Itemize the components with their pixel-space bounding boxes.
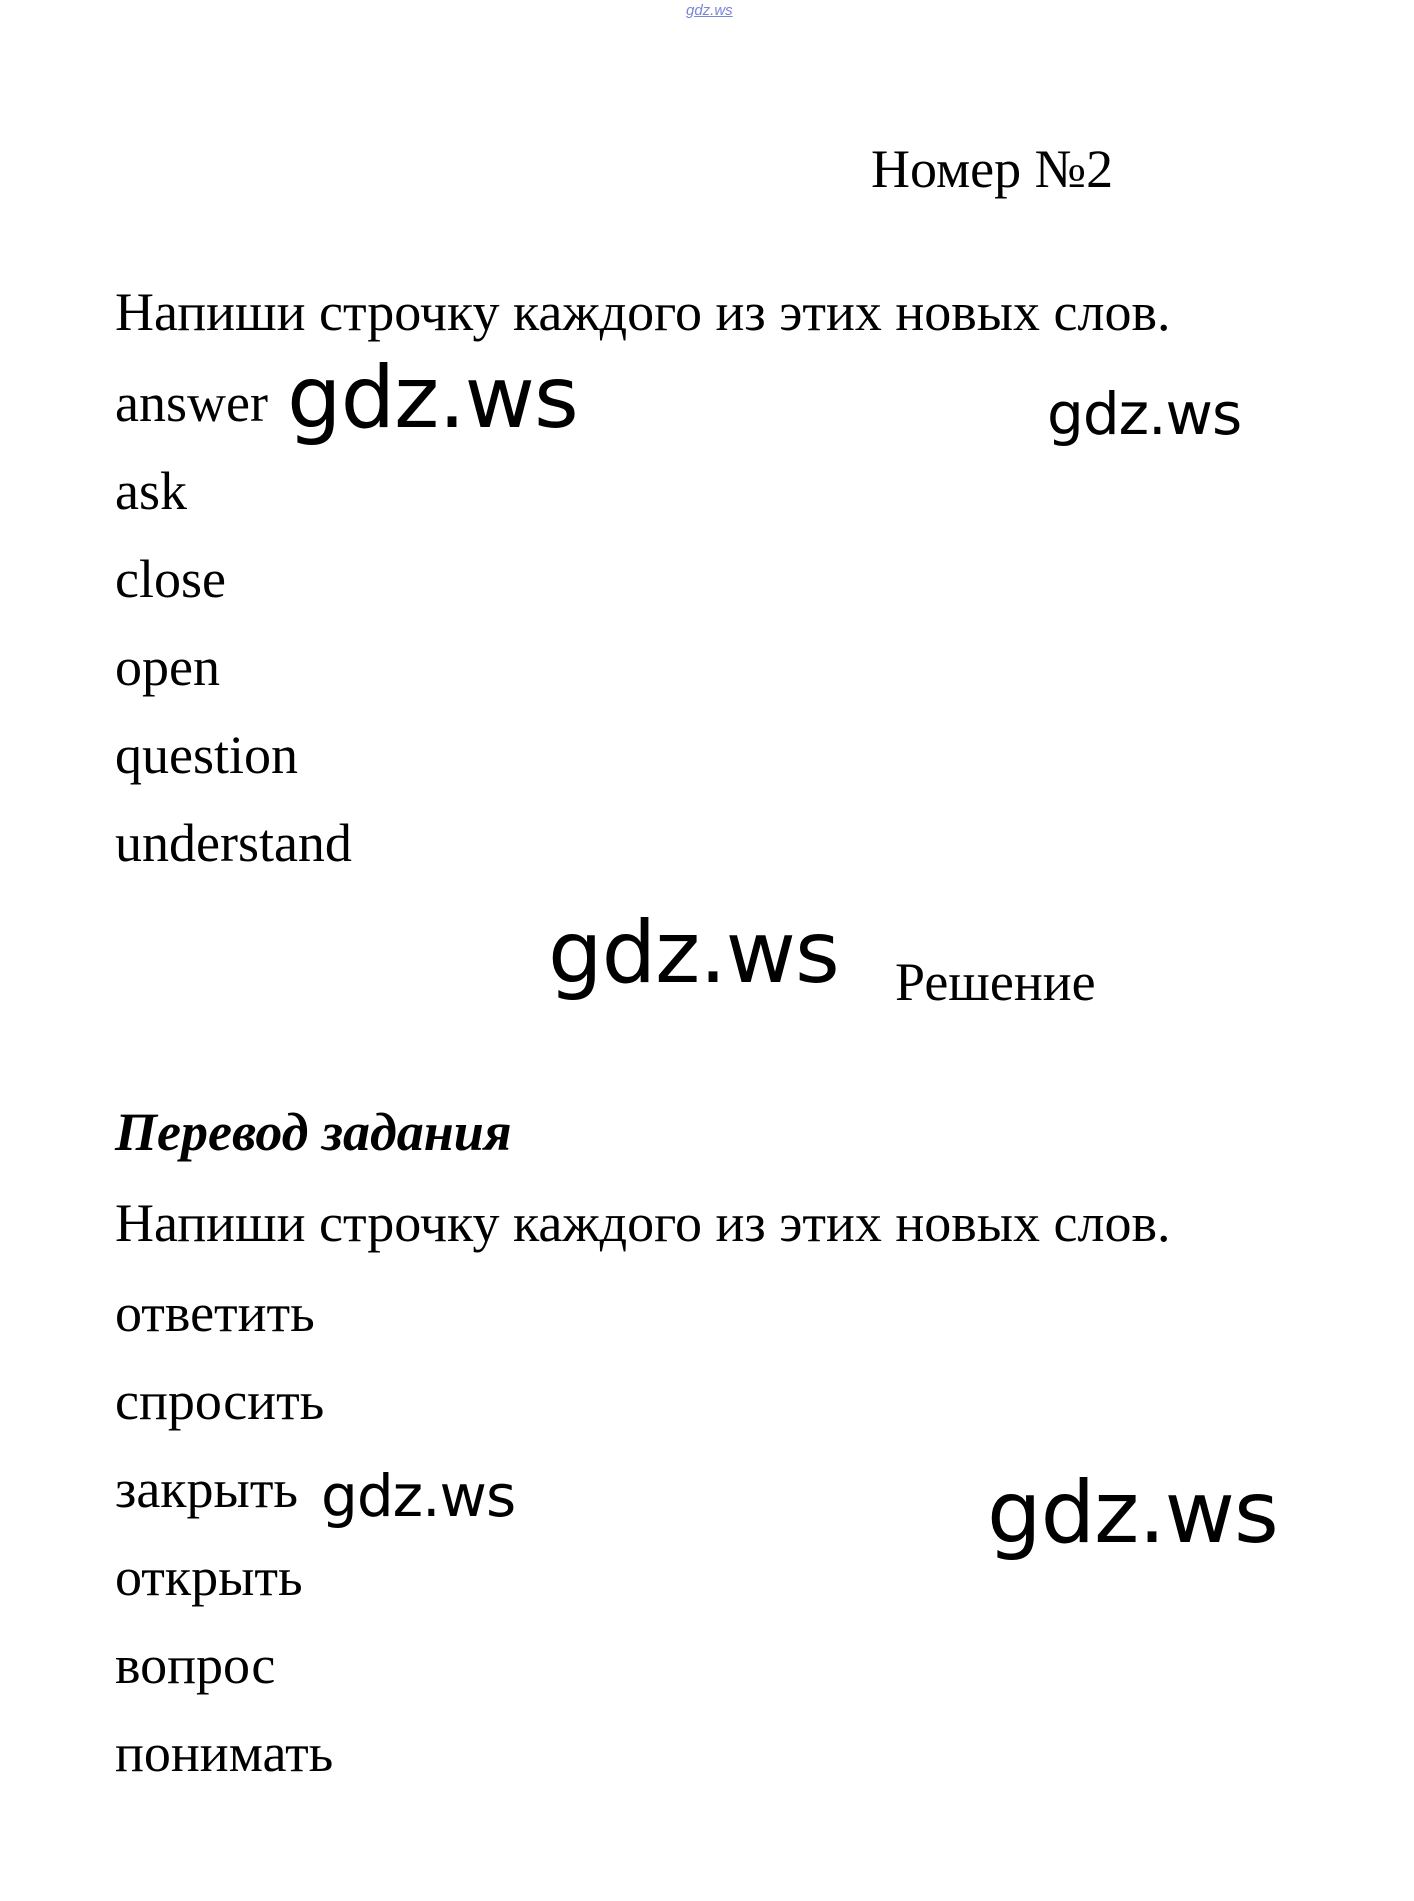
solution-label: Решение bbox=[895, 952, 1096, 1012]
translation-instruction: Напиши строчку каждого из этих новых слов. bbox=[115, 1193, 1171, 1253]
word-item: question bbox=[115, 725, 298, 785]
word-item: open bbox=[115, 637, 220, 697]
word-item: answer bbox=[115, 373, 268, 433]
word-item: close bbox=[115, 549, 226, 609]
translated-word-item: понимать bbox=[115, 1723, 334, 1783]
translation-title: Перевод задания bbox=[115, 1102, 512, 1162]
watermark-logo: gdz.ws bbox=[987, 1463, 1278, 1563]
word-item: ask bbox=[115, 461, 187, 521]
watermark-logo: gdz.ws bbox=[548, 903, 839, 1003]
task-instruction: Напиши строчку каждого из этих новых слов. bbox=[115, 282, 1171, 342]
translated-word-item: вопрос bbox=[115, 1635, 276, 1695]
top-watermark-link: gdz.ws bbox=[686, 2, 733, 19]
watermark-logo: gdz.ws bbox=[321, 1462, 516, 1530]
exercise-number-title: Номер №2 bbox=[871, 139, 1114, 199]
translated-word-item: закрыть bbox=[115, 1459, 299, 1519]
translated-word-item: открыть bbox=[115, 1547, 303, 1607]
watermark-logo: gdz.ws bbox=[287, 348, 578, 448]
word-item: understand bbox=[115, 813, 352, 873]
translated-word-item: спросить bbox=[115, 1371, 325, 1431]
translated-word-item: ответить bbox=[115, 1283, 315, 1343]
watermark-logo: gdz.ws bbox=[1047, 380, 1242, 448]
